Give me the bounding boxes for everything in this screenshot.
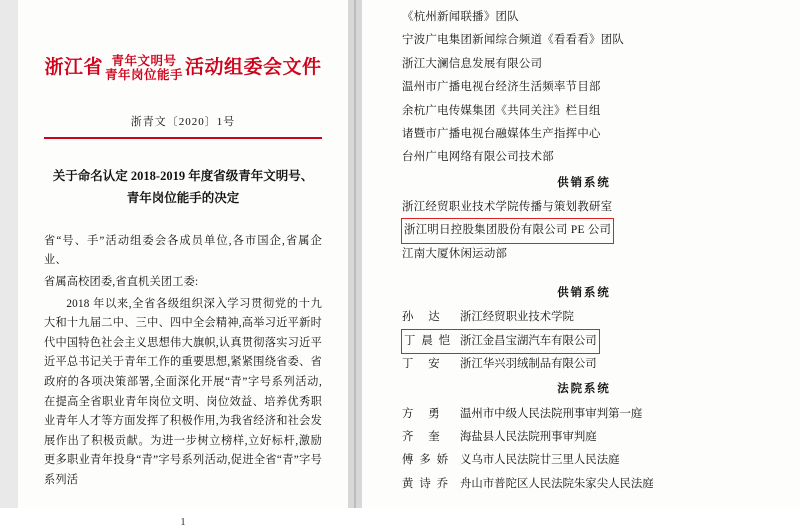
document-number: 浙青文〔2020〕1号 [130,115,236,128]
highlight-box: 浙江明日控股集团股份有限公司 PE 公司 [402,219,613,242]
list-item: 余杭广电传媒集团《共同关注》栏目组 [402,104,601,117]
document-body [44,232,322,491]
name-row [402,473,766,496]
name-row [402,306,766,329]
person-name: 齐 奎 [402,430,446,443]
red-divider-rule [44,137,322,139]
page-number-mark: 1 [180,516,186,528]
highlight-box [402,330,599,353]
list-item: 宁波广电集团新闻综合频道《看看看》团队 [402,34,625,47]
document-heading [44,165,322,210]
name-row [402,353,766,376]
document-title [44,54,322,83]
person-name: 黄诗乔 [402,477,455,490]
list-item: 江南大厦休闲运动部 [402,247,508,260]
person-name: 傅多娇 [402,454,455,467]
person-org: 浙江金昌宝湖汽车有限公司 [460,334,597,347]
heading-line-2: 青年岗位能手的决定 [126,191,240,206]
person-org: 浙江华兴羽绒制品有限公司 [460,357,597,370]
title-stacked-top: 青年文明号 [111,54,177,68]
title-stacked [105,54,183,83]
section-title-supply-2: 供销系统 [557,286,611,299]
name-row [402,403,766,426]
page-gutter [348,0,362,508]
body-paragraph: 省“号、手”活动组委会各成员单位,各市国企,省属企业、 [44,234,322,267]
list-item: 《杭州新闻联播》团队 [402,11,519,23]
person-org: 浙江经贸职业技术学院 [460,311,574,324]
name-row-highlighted [402,330,766,353]
section-title-court: 法院系统 [557,383,611,396]
list-item: 浙江经贸职业技术学院传播与策划教研室 [402,200,613,213]
gutter-binding-line [354,0,356,508]
title-suffix: 活动组委会文件 [185,56,322,78]
name-row [402,426,766,449]
person-org: 舟山市普陀区人民法院朱家尖人民法庭 [460,477,654,490]
person-name: 丁 安 [402,357,446,370]
section-title-supply-1: 供销系统 [557,176,611,189]
person-org: 温州市中级人民法院刑事审判第一庭 [460,407,643,420]
person-name: 孙 达 [402,311,446,324]
person-name: 方 勇 [402,407,446,420]
list-item: 台州广电网络有限公司技术部 [402,151,554,164]
person-org: 海盐县人民法院刑事审判庭 [460,430,597,443]
body-paragraph: 省属高校团委,省直机关团工委: [44,275,199,288]
right-document-page [362,0,800,508]
section-spacer [402,266,766,280]
list-item-highlighted [402,219,766,242]
title-prefix: 浙江省 [44,56,103,78]
title-stacked-bottom: 青年岗位能手 [104,68,183,83]
left-document-page [18,0,348,528]
name-row [402,449,766,472]
heading-line-1: 关于命名认定 2018-2019 年度省级青年文明号、 [52,168,314,183]
person-org: 义乌市人民法院廿三里人民法庭 [460,454,620,467]
list-item: 诸暨市广播电视台融媒体生产指挥中心 [402,127,601,140]
list-item: 温州市广播电视台经济生活频率节目部 [402,81,601,94]
body-paragraph: 2018 年以来,全省各级组织深入学习贯彻党的十九大和十九届二中、三中、四中全会精神,高举习近平新时代中国特色社会主义思想伟大旗帜,认真贯彻落实习近平近平总书记关于青年工作的重要思想,紧紧围绕省委、省政府的各项决策部署,全面深化开展“青”字号系列活动,在提高全省职业青年岗位文明、岗位效益、培养优秀职业青年人才等方面发挥了积极作用,为我省经济和社会发展作出了积极贡献。为进一步树立榜样,立好标杆,激励更多职业青年投身“青”字号系列活动,促进全省“青”字号系列活 [44,297,322,486]
person-name: 丁晨恺 [404,334,457,347]
list-item: 浙江大澜信息发展有限公司 [402,57,543,70]
